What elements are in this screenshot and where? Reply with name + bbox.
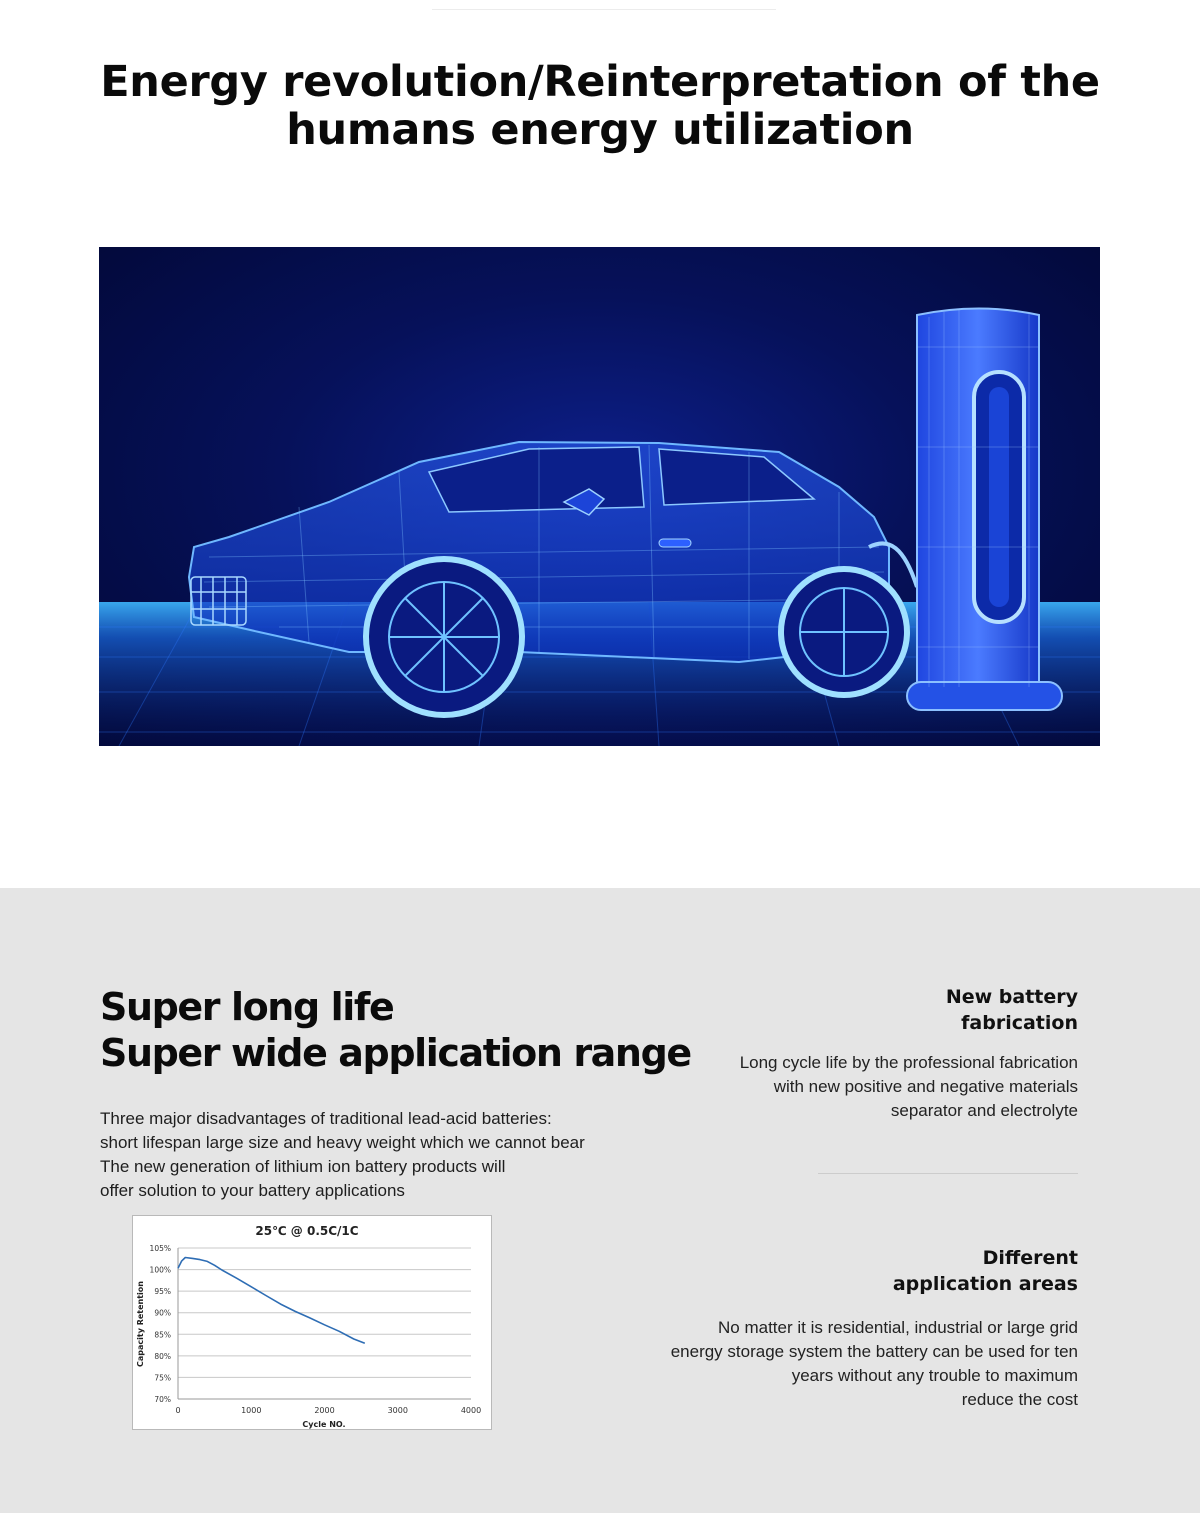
- feature-text-line: separator and electrolyte: [890, 1101, 1078, 1120]
- feature-text-line: years without any trouble to maximum: [791, 1366, 1078, 1385]
- capacity-retention-chart: [132, 1215, 492, 1430]
- feature-title: [618, 1245, 1078, 1297]
- chart-y-label: Capacity Retention: [136, 1281, 145, 1367]
- section-title-line-1: Super long life: [100, 985, 394, 1029]
- chart-series-line: [178, 1258, 365, 1344]
- chart-y-tick-label: 85%: [154, 1330, 171, 1340]
- car-wireframe-icon: [99, 247, 1100, 746]
- chart-y-ticks: [150, 1244, 171, 1404]
- feature-title-line: fabrication: [961, 1012, 1078, 1034]
- feature-title-line: New battery: [945, 986, 1078, 1008]
- feature-application-areas: [618, 1245, 1078, 1412]
- section-title-line-2: Super wide application range: [100, 1031, 691, 1075]
- feature-title-line: application areas: [892, 1273, 1078, 1295]
- chart-x-tick-label: 4000: [460, 1406, 482, 1415]
- feature-text: [658, 1051, 1078, 1123]
- feature-divider: [818, 1173, 1078, 1174]
- section-title: [100, 984, 691, 1076]
- description-line: The new generation of lithium ion battery products will: [100, 1157, 506, 1176]
- chart-x-tick-label: 2000: [314, 1406, 335, 1415]
- chart-series: [178, 1258, 365, 1344]
- chart-y-tick-label: 90%: [154, 1308, 171, 1318]
- chart-x-ticks: [175, 1406, 481, 1415]
- feature-text-line: with new positive and negative materials: [773, 1077, 1078, 1096]
- chart-title: 25℃ @ 0.5C/1C: [255, 1224, 359, 1238]
- chart-x-label: Cycle NO.: [302, 1420, 346, 1429]
- chart-x-tick-label: 3000: [387, 1406, 408, 1415]
- feature-text: [618, 1316, 1078, 1412]
- chart-x-tick-label: 1000: [241, 1406, 262, 1415]
- section-description: [100, 1107, 640, 1203]
- feature-text-line: reduce the cost: [961, 1390, 1078, 1409]
- hero-title-line-1: Energy revolution/Reinterpretation of the: [100, 57, 1100, 107]
- feature-section: [0, 888, 1200, 1513]
- chart-y-tick-label: 105%: [149, 1244, 171, 1253]
- chart-y-tick-label: 100%: [149, 1265, 171, 1275]
- feature-text-line: No matter it is residential, industrial or large grid: [718, 1318, 1078, 1337]
- chart-y-tick-label: 70%: [154, 1395, 171, 1404]
- feature-text-line: Long cycle life by the professional fabrication: [739, 1053, 1078, 1072]
- chart-y-tick-label: 80%: [154, 1351, 171, 1361]
- description-line: offer solution to your battery applications: [100, 1181, 405, 1200]
- chart-y-tick-label: 95%: [154, 1287, 171, 1297]
- electric-car-charging-image: [99, 247, 1100, 746]
- hero-title-line-2: humans energy utilization: [286, 105, 914, 155]
- chart-canvas: [133, 1216, 491, 1429]
- chart-y-tick-label: 75%: [154, 1373, 171, 1383]
- chart-x-tick-label: 0: [175, 1406, 181, 1415]
- feature-title-line: Different: [982, 1247, 1078, 1269]
- description-line: short lifespan large size and heavy weight which we cannot bear: [100, 1133, 585, 1152]
- feature-title: [658, 984, 1078, 1036]
- top-divider: [432, 9, 776, 10]
- hero-title: [100, 58, 1100, 154]
- feature-battery-fabrication: [658, 984, 1078, 1123]
- description-line: Three major disadvantages of traditional lead-acid batteries:: [100, 1109, 552, 1128]
- feature-text-line: energy storage system the battery can be used for ten: [670, 1342, 1078, 1361]
